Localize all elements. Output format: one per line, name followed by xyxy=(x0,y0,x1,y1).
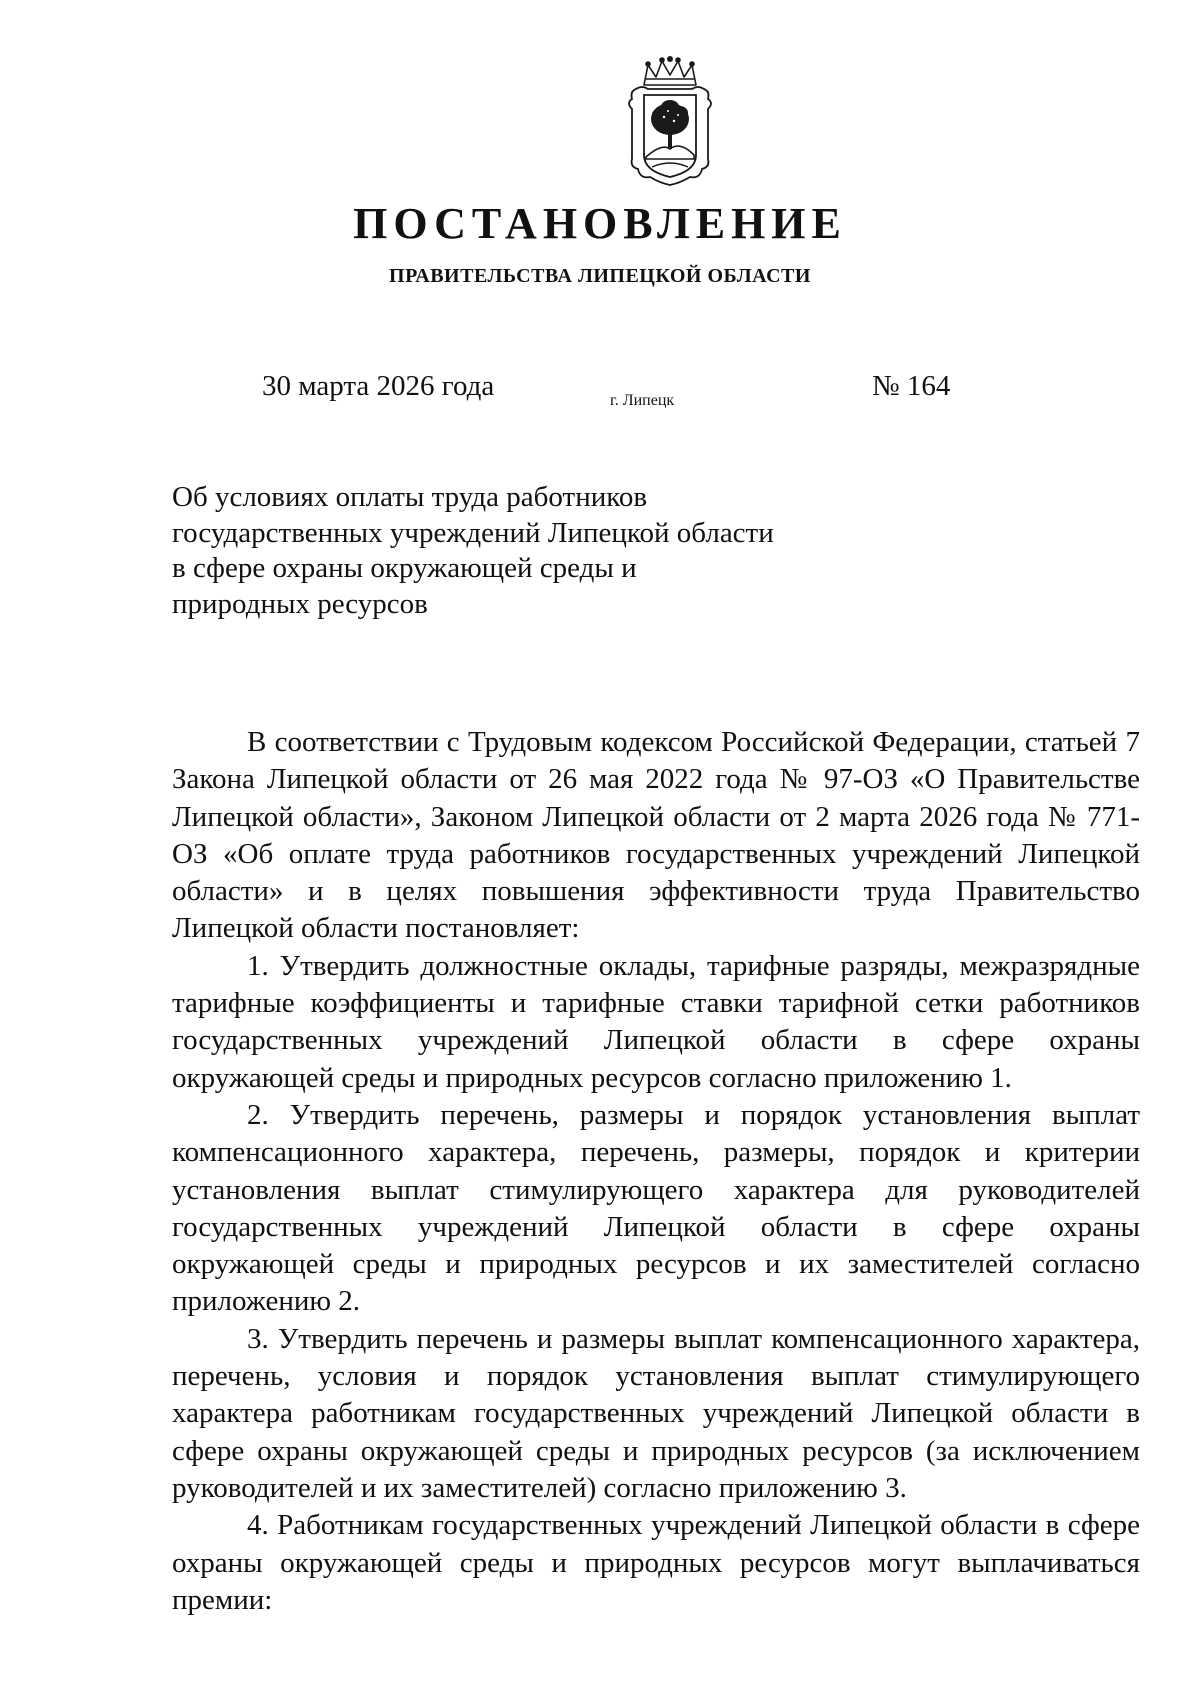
body-paragraph: 4. Работникам государственных учреждений Липецкой области в сфере охраны окружающей среды и природных ресурсов могут выплачиваться премии: xyxy=(172,1509,1140,1616)
body-paragraph: 1. Утвердить должностные оклады, тарифные разряды, межразрядные тарифные коэффициенты и тарифные ставки тарифной сетки работников государственных учреждений Липецкой области в сфере охраны окружающей среды и природных ресурсов согласно приложению 1. xyxy=(172,949,1140,1094)
subject-line: Об условиях оплаты труда работников xyxy=(172,481,648,513)
coat-of-arms-icon xyxy=(622,55,718,187)
document-body xyxy=(172,724,1140,1619)
document-number: № 164 xyxy=(872,370,951,402)
subject-line: природных ресурсов xyxy=(172,587,428,620)
document-subject xyxy=(172,480,812,622)
document-city: г. Липецк xyxy=(610,392,675,409)
subject-line: государственных учреждений Липецкой области xyxy=(172,516,774,549)
body-paragraph: 2. Утвердить перечень, размеры и порядок установления выплат компенсационного характера, перечень, размеры, порядок и критерии установления выплат стимулирующего характера для руководителей государственных учреждений Липецкой области в сфере охраны окружающей среды и природных ресурсов и их заместителей согласно приложению 2. xyxy=(172,1098,1140,1318)
subject-line: в сфере охраны окружающей среды и xyxy=(172,552,637,584)
document-date: 30 марта 2026 года xyxy=(262,370,495,402)
document-subtitle: ПРАВИТЕЛЬСТВА ЛИПЕЦКОЙ ОБЛАСТИ xyxy=(389,265,811,287)
body-paragraph: В соответствии с Трудовым кодексом Российской Федерации, статьей 7 Закона Липецкой области от 26 мая 2022 года № 97-ОЗ «О Правительстве Липецкой области», Законом Липецкой области от 2 марта 2026 года № 771-ОЗ «Об оплате труда работников государственных учреждений Липецкой области» и в целях повышения эффективности труда Правительство Липецкой области постановляет: xyxy=(172,726,1140,945)
document-title: ПОСТАНОВЛЕНИЕ xyxy=(353,199,847,248)
body-paragraph: 3. Утвердить перечень и размеры выплат компенсационного характера, перечень, условия и порядок установления выплат стимулирующего характера работникам государственных учреждений Липецкой области в сфере охраны окружающей среды и природных ресурсов (за исключением руководителей и их заместителей) согласно приложению 3. xyxy=(172,1322,1140,1504)
